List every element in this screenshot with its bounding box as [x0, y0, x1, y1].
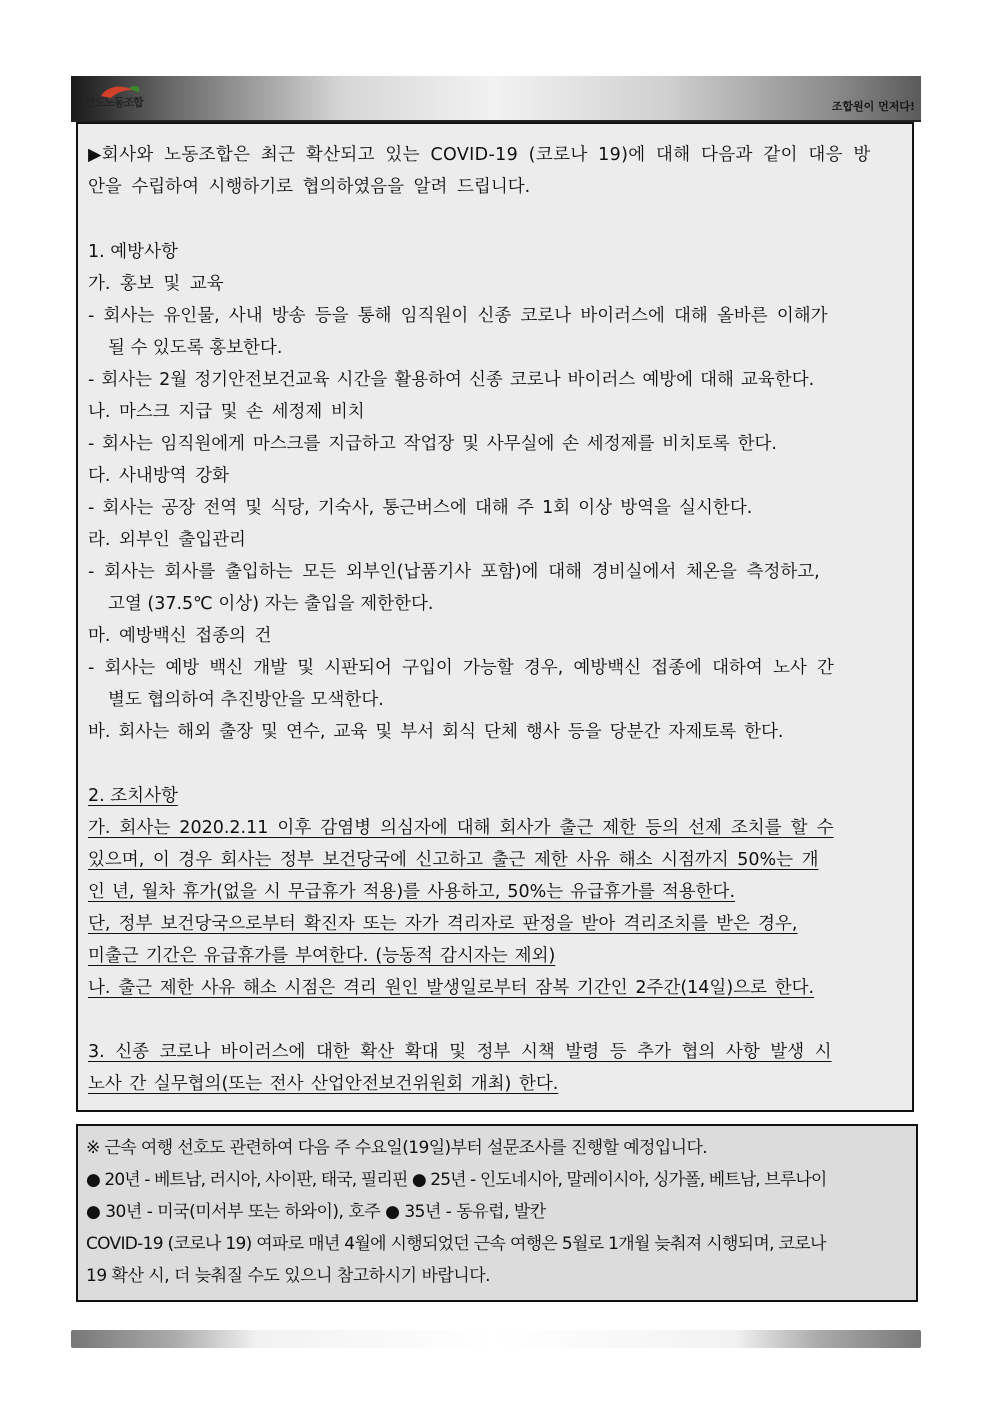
subsection-heading: 라. 외부인 출입관리	[88, 530, 246, 550]
list-item: - 회사는 2월 정기안전보건교육 시간을 활용하여 신종 코로나 바이러스 예방에 대해 교육한다.	[88, 370, 815, 390]
subsection-heading: 마. 예방백신 접종의 건	[88, 626, 272, 646]
notice-line: COVID-19 (코로나 19) 여파로 매년 4월에 시행되었던 근속 여행은 5월로 1개월 늦춰져 시행되며, 코로나	[86, 1234, 826, 1254]
section-2-title: 2. 조치사항	[88, 786, 178, 806]
list-item: - 회사는 예방 백신 개발 및 시판되어 구입이 가능할 경우, 예방백신 접종에 대하여 노사 간	[88, 658, 834, 678]
section-3-line: 3. 신종 코로나 바이러스에 대한 확산 확대 및 정부 시책 발령 등 추가 협의 사항 발생 시	[88, 1042, 832, 1062]
section-2-line: 가. 회사는 2020.2.11 이후 감염병 의심자에 대해 회사가 출근 제한 등의 선제 조치를 할 수	[88, 818, 834, 838]
section-3-line: 노사 간 실무협의(또는 전사 산업안전보건위원회 개최) 한다.	[88, 1074, 559, 1094]
logo-text: 반도노동조합	[85, 96, 143, 109]
notice-line: 19 확산 시, 더 늦춰질 수도 있으니 참고하시기 바랍니다.	[86, 1266, 491, 1286]
main-content-box	[76, 122, 914, 1112]
notice-line: ● 30년 - 미국(미서부 또는 하와이), 호주 ● 35년 - 동유럽, 발칸	[86, 1202, 546, 1222]
section-1-title: 1. 예방사항	[88, 242, 178, 262]
survey-notice-box	[76, 1124, 918, 1302]
subsection-heading: 다. 사내방역 강화	[88, 466, 230, 486]
section-2-line: 미출근 기간은 유급휴가를 부여한다. (능동적 감시자는 제외)	[88, 946, 556, 966]
list-item-cont: 별도 협의하여 추진방안을 모색한다.	[108, 690, 384, 710]
subsection-item: 바. 회사는 해외 출장 및 연수, 교육 및 부서 회식 단체 행사 등을 당분간 자제토록 한다.	[88, 722, 784, 742]
section-2-line: 인 년, 월차 휴가(없을 시 무급휴가 적용)를 사용하고, 50%는 유급휴가를 적용한다.	[88, 882, 736, 902]
page-footer-bar	[71, 1330, 921, 1348]
subsection-heading: 가. 홍보 및 교육	[88, 274, 224, 294]
intro-line: ▶회사와 노동조합은 최근 확산되고 있는 COVID-19 (코로나 19)에 대해 다음과 같이 대응 방	[88, 145, 871, 165]
list-item: - 회사는 임직원에게 마스크를 지급하고 작업장 및 사무실에 손 세정제를 비치토록 한다.	[88, 434, 777, 454]
intro-line: 안을 수립하여 시행하기로 협의하였음을 알려 드립니다.	[88, 177, 531, 197]
list-item: - 회사는 유인물, 사내 방송 등을 통해 임직원이 신종 코로나 바이러스에 대해 올바른 이해가	[88, 306, 828, 326]
header-slogan: 조합원이 먼저다!	[831, 100, 915, 113]
list-item-cont: 될 수 있도록 홍보한다.	[108, 338, 283, 358]
section-2-line: 있으며, 이 경우 회사는 정부 보건당국에 신고하고 출근 제한 사유 해소 시점까지 50%는 개	[88, 850, 819, 870]
page-header	[71, 76, 921, 122]
list-item: - 회사는 공장 전역 및 식당, 기숙사, 통근버스에 대해 주 1회 이상 방역을 실시한다.	[88, 498, 753, 518]
subsection-heading: 나. 마스크 지급 및 손 세정제 비치	[88, 402, 365, 422]
section-2-line: 단, 정부 보건당국으로부터 확진자 또는 자가 격리자로 판정을 받아 격리조치를 받은 경우,	[88, 914, 798, 934]
list-item: - 회사는 회사를 출입하는 모든 외부인(납품기사 포함)에 대해 경비실에서 체온을 측정하고,	[88, 562, 820, 582]
notice-line: ● 20년 - 베트남, 러시아, 사이판, 태국, 필리핀 ● 25년 - 인도네시아, 말레이시아, 싱가폴, 베트남, 브루나이	[86, 1170, 827, 1190]
notice-line: ※ 근속 여행 선호도 관련하여 다음 주 수요일(19일)부터 설문조사를 진행할 예정입니다.	[86, 1138, 708, 1158]
list-item-cont: 고열 (37.5℃ 이상) 자는 출입을 제한한다.	[108, 594, 434, 614]
section-2-line: 나. 출근 제한 사유 해소 시점은 격리 원인 발생일로부터 잠복 기간인 2주간(14일)으로 한다.	[88, 978, 815, 998]
